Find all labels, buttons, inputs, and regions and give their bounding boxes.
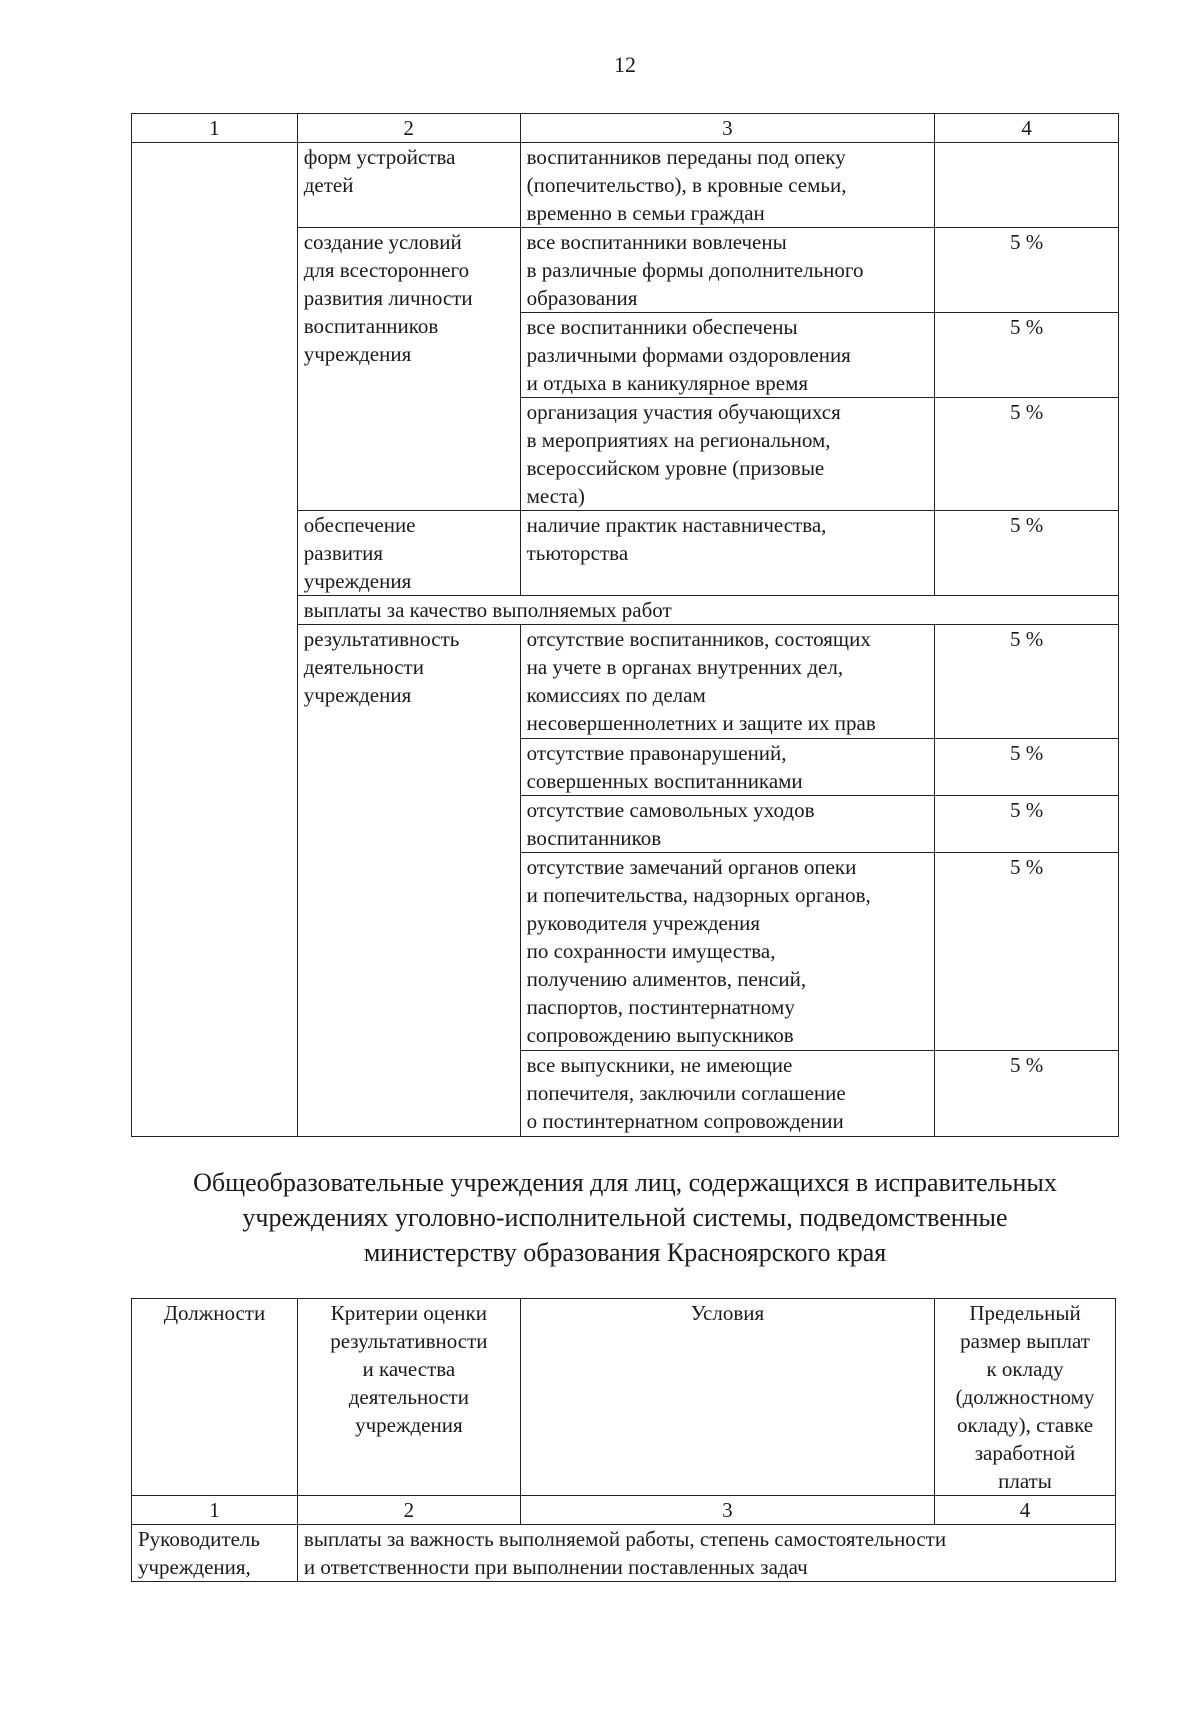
table-row <box>132 143 1119 228</box>
table-header-row <box>132 114 1119 143</box>
criteria-table-new-section <box>131 1298 1116 1582</box>
condition-cell: отсутствие самовольных уходов воспитанников <box>520 796 935 853</box>
condition-cell: наличие практик наставничества, тьюторства <box>520 511 935 596</box>
value-cell: 5 % <box>935 853 1119 1051</box>
payment-category-cell: выплаты за качество выполняемых работ <box>297 596 1118 625</box>
column-header: Критерии оценки результативности и качества деятельности учреждения <box>297 1299 520 1496</box>
payment-category-cell: выплаты за важность выполняемой работы, степень самостоятельности и ответственности при выполнении поставленных задач <box>297 1525 1115 1582</box>
column-header: Предельный размер выплат к окладу (должностному окладу), ставке заработной платы <box>935 1299 1116 1496</box>
column-number-cell: 1 <box>132 1496 298 1525</box>
condition-cell: организация участия обучающихся в мероприятиях на региональном, всероссийском уровне (призовые места) <box>520 398 935 511</box>
value-cell: 5 % <box>935 1051 1119 1137</box>
value-cell: 5 % <box>935 313 1119 398</box>
condition-cell: отсутствие правонарушений, совершенных воспитанниками <box>520 739 935 796</box>
column-number-cell: 4 <box>935 1496 1116 1525</box>
page-number: 12 <box>614 52 636 77</box>
table-number-row <box>132 1496 1116 1525</box>
position-cell <box>132 143 298 1137</box>
value-cell <box>935 143 1119 228</box>
condition-cell: все воспитанники вовлечены в различные формы дополнительного образования <box>520 228 935 313</box>
value-cell: 5 % <box>935 739 1119 796</box>
condition-cell: отсутствие замечаний органов опеки и попечительства, надзорных органов, руководителя учреждения по сохранности имущества, получению алиментов, пенсий, паспортов, постинтернатному сопровождению выпускников <box>520 853 935 1051</box>
table-header-row <box>132 1299 1116 1496</box>
value-cell: 5 % <box>935 398 1119 511</box>
criterion-cell: создание условий для всестороннего развития личности воспитанников учреждения <box>297 228 520 511</box>
condition-cell: отсутствие воспитанников, состоящих на учете в органах внутренних дел, комиссиях по делам несовершеннолетних и защите их прав <box>520 625 935 739</box>
position-cell: Руководитель учреждения, <box>132 1525 298 1582</box>
condition-cell: все воспитанники обеспечены различными формами оздоровления и отдыха в каникулярное время <box>520 313 935 398</box>
criteria-table-continued <box>131 113 1119 1137</box>
criterion-cell: результативность деятельности учреждения <box>297 625 520 1137</box>
column-header: Должности <box>132 1299 298 1496</box>
table-row <box>132 1525 1116 1582</box>
column-number-cell: 3 <box>520 1496 934 1525</box>
column-number-cell: 4 <box>935 114 1119 143</box>
condition-cell: все выпускники, не имеющие попечителя, заключили соглашение о постинтернатном сопровождении <box>520 1051 935 1137</box>
value-cell: 5 % <box>935 796 1119 853</box>
column-number-cell: 2 <box>297 1496 520 1525</box>
column-number-cell: 3 <box>520 114 935 143</box>
value-cell: 5 % <box>935 228 1119 313</box>
section-heading: Общеобразовательные учреждения для лиц, содержащихся в исправительных учреждениях уголовно-исполнительной системы, подведомственные министерству образования Красноярского края <box>193 1168 1057 1267</box>
criterion-cell: обеспечение развития учреждения <box>297 511 520 596</box>
column-header: Условия <box>520 1299 934 1496</box>
value-cell: 5 % <box>935 625 1119 739</box>
value-cell: 5 % <box>935 511 1119 596</box>
column-number-cell: 2 <box>297 114 520 143</box>
column-number-cell: 1 <box>132 114 298 143</box>
criterion-cell: форм устройства детей <box>297 143 520 228</box>
condition-cell: воспитанников переданы под опеку (попечительство), в кровные семьи, временно в семьи граждан <box>520 143 935 228</box>
